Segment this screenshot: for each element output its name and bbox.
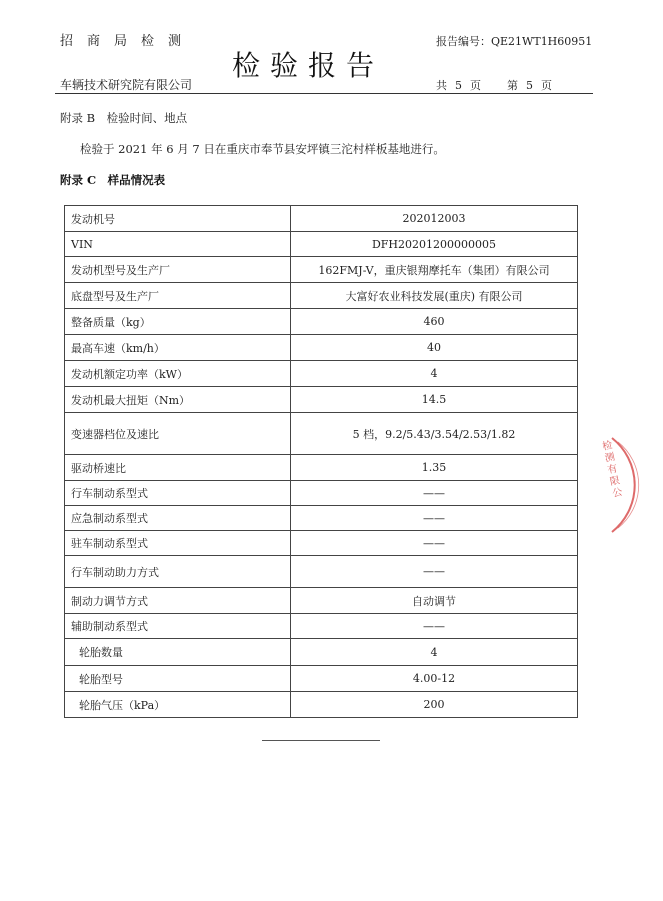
- table-row: [65, 455, 578, 481]
- org-name-top: 招商局检测: [60, 34, 196, 49]
- row-label: 制动力调节方式: [65, 588, 291, 614]
- row-value: 4: [291, 361, 578, 387]
- table-row: [65, 588, 578, 614]
- table-row: [65, 387, 578, 413]
- row-label: 辅助制动系型式: [65, 614, 291, 639]
- row-value: DFH20201200000005: [291, 232, 578, 257]
- row-value: 162FMJ-V，重庆银翔摩托车（集团）有限公司: [291, 257, 578, 283]
- table-row: [65, 361, 578, 387]
- row-label: 发动机号: [65, 206, 291, 232]
- table-row: [65, 666, 578, 692]
- row-label: 轮胎型号: [65, 666, 291, 692]
- row-value: 大富好农业科技发展(重庆) 有限公司: [291, 283, 578, 309]
- table-row: [65, 614, 578, 639]
- pages-total-label: 共: [436, 79, 447, 92]
- table-row: [65, 283, 578, 309]
- row-value: 40: [291, 335, 578, 361]
- table-row: [65, 206, 578, 232]
- report-number-label: 报告编号：: [436, 35, 491, 48]
- row-label: 发动机最大扭矩（Nm）: [65, 387, 291, 413]
- row-value: ——: [291, 506, 578, 531]
- row-label: 驻车制动系型式: [65, 531, 291, 556]
- pages-unit-1: 页: [470, 79, 481, 92]
- table-row: [65, 309, 578, 335]
- header-rule: [55, 93, 593, 94]
- row-value: 14.5: [291, 387, 578, 413]
- pages-total: 5: [455, 79, 462, 92]
- table-row: [65, 481, 578, 506]
- table-row: [65, 335, 578, 361]
- row-value: 5 档，9.2/5.43/3.54/2.53/1.82: [291, 413, 578, 455]
- table-row: [65, 531, 578, 556]
- row-label: 行车制动助力方式: [65, 556, 291, 588]
- table-row: [65, 639, 578, 666]
- page-current: 5: [526, 79, 533, 92]
- row-label: VIN: [65, 232, 291, 257]
- row-value: 4.00-12: [291, 666, 578, 692]
- appendix-b-text: 检验于 2021 年 6 月 7 日在重庆市奉节县安坪镇三沱村样板基地进行。: [80, 142, 445, 156]
- row-label: 行车制动系型式: [65, 481, 291, 506]
- table-row: [65, 506, 578, 531]
- report-number-value: QE21WT1H60951: [491, 35, 593, 48]
- row-value: ——: [291, 531, 578, 556]
- row-value: 4: [291, 639, 578, 666]
- row-label: 应急制动系型式: [65, 506, 291, 531]
- table-row: [65, 413, 578, 455]
- pages-unit-2: 页: [541, 79, 552, 92]
- sample-info-table: [64, 205, 578, 718]
- row-value: ——: [291, 556, 578, 588]
- row-label: 轮胎气压（kPa）: [65, 692, 291, 718]
- row-value: 自动调节: [291, 588, 578, 614]
- row-value: 460: [291, 309, 578, 335]
- row-label: 轮胎数量: [65, 639, 291, 666]
- table-row: [65, 692, 578, 718]
- row-label: 最高车速（km/h）: [65, 335, 291, 361]
- row-value: 202012003: [291, 206, 578, 232]
- row-value: ——: [291, 481, 578, 506]
- row-label: 变速器档位及速比: [65, 413, 291, 455]
- appendix-c-heading: 附录 C 样品情况表: [60, 173, 166, 187]
- org-name-bottom: 车辆技术研究院有限公司: [60, 78, 193, 92]
- page-indicator: [436, 77, 560, 93]
- row-label: 驱动桥速比: [65, 455, 291, 481]
- row-value: 1.35: [291, 455, 578, 481]
- row-label: 发动机型号及生产厂: [65, 257, 291, 283]
- row-label: 整备质量（kg）: [65, 309, 291, 335]
- table-row: [65, 556, 578, 588]
- table-row: [65, 257, 578, 283]
- page-title: 检验报告: [232, 49, 385, 82]
- page-current-label: 第: [507, 79, 518, 92]
- row-value: 200: [291, 692, 578, 718]
- row-label: 发动机额定功率（kW）: [65, 361, 291, 387]
- appendix-b-heading: 附录 B 检验时间、地点: [60, 111, 188, 125]
- seal-text: 检测有限公: [598, 439, 623, 501]
- report-number: [436, 33, 592, 49]
- end-of-report-line: [262, 740, 380, 741]
- table-row: [65, 232, 578, 257]
- row-label: 底盘型号及生产厂: [65, 283, 291, 309]
- row-value: ——: [291, 614, 578, 639]
